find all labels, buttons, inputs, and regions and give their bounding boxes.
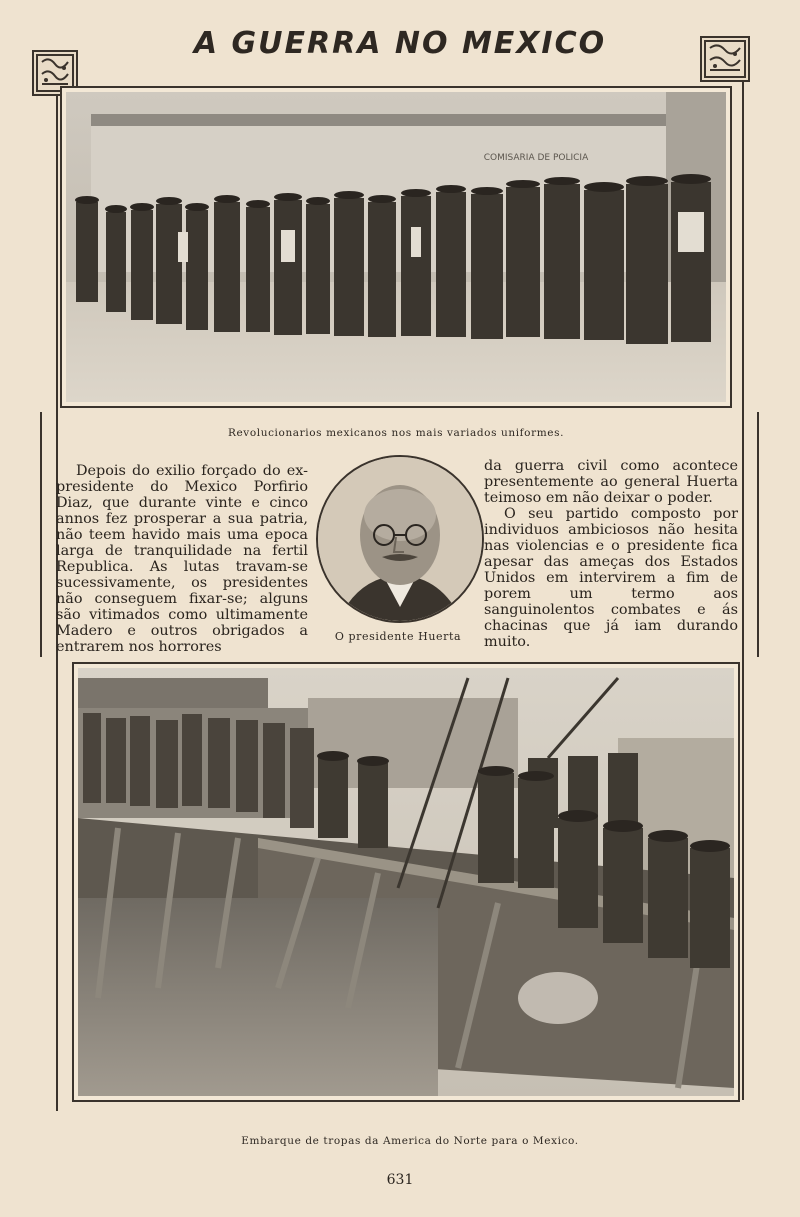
page-number: 631 [386, 1172, 414, 1188]
portrait-photo [316, 455, 484, 623]
portrait-caption: O presidente Huerta [334, 630, 462, 643]
outer-right-rule [757, 412, 759, 657]
revolutionaries-photo [66, 92, 726, 402]
top-photo [60, 86, 732, 408]
article-right-column [484, 458, 738, 650]
article-paragraph: da guerra civil como acontece presentemente ao general Huerta teimoso em não deixar o poder. [484, 458, 738, 506]
article-paragraph: O seu partido composto por individuos ambiciosos não hesita nas violencias e o presidente fica apesar das ameças dos Estados Unidos em intervirem a fim de porem um termo aos sanguinolentos combates e ás chacinas que já iam durando muito. [484, 506, 738, 650]
huerta-portrait [318, 457, 482, 621]
troops-embarking-photo [78, 668, 734, 1096]
outer-left-rule [40, 412, 42, 657]
right-border-line [742, 82, 744, 1100]
top-photo-caption: Revolucionarios mexicanos nos mais variados uniformes. [227, 427, 565, 439]
bottom-photo-caption: Embarque de tropas da America do Norte para o Mexico. [241, 1135, 579, 1147]
article-left-column [56, 463, 308, 655]
right-ornament-icon [700, 36, 750, 82]
bottom-photo [72, 662, 740, 1102]
building-sign: COMISARIA DE POLICIA [483, 153, 589, 163]
article-paragraph: Depois do exilio forçado do ex-presidente do Mexico Porfirio Diaz, que durante vinte e cinco annos fez prosperar a sua patria, não teem havido mais uma epoca larga de tranquilidade na fertil Republica. As lutas travam-se sucessivamente, os presidentes não conseguem fixar-se; alguns são vitimados como ultimamente Madero e outros obrigados a entrarem nos horrores [56, 463, 308, 655]
page-title: A GUERRA NO MEXICO [193, 26, 607, 61]
